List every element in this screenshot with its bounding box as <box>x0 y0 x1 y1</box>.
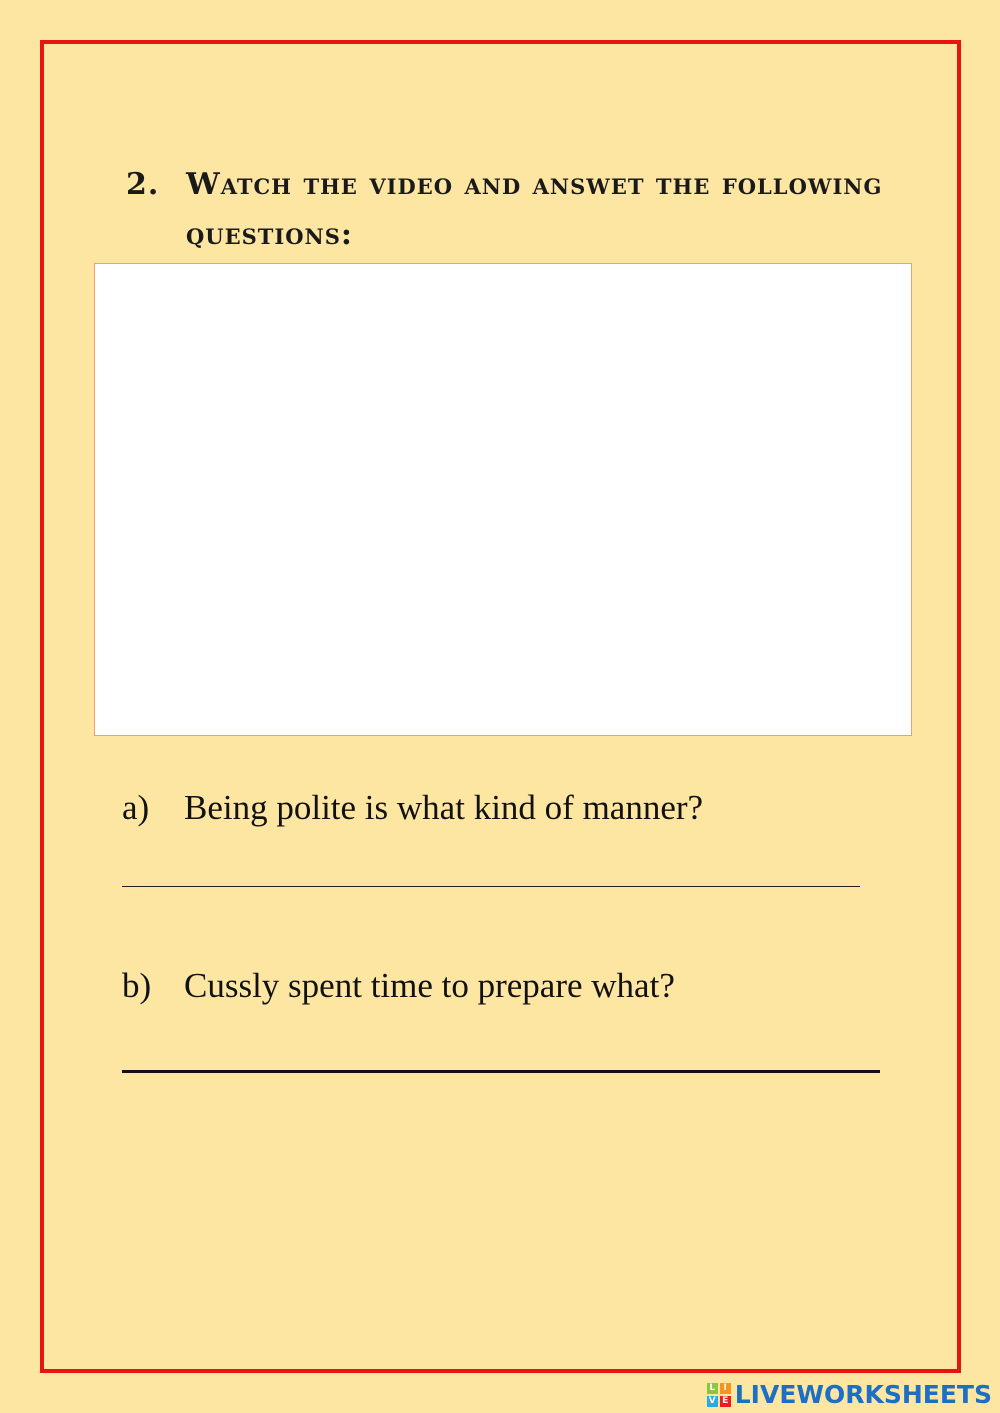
logo-letter-e: E <box>720 1396 731 1407</box>
logo-letter-i: I <box>720 1383 731 1394</box>
section-heading <box>126 160 886 260</box>
answer-field-b[interactable] <box>122 1070 880 1073</box>
liveworksheets-logo-icon <box>707 1383 731 1407</box>
logo-letter-l: L <box>707 1383 718 1394</box>
liveworksheets-brand <box>707 1380 992 1409</box>
heading-number: 2. <box>126 167 160 202</box>
video-embed[interactable] <box>94 263 912 736</box>
brand-name: LIVEWORKSHEETS <box>734 1380 992 1409</box>
answer-field-a[interactable] <box>122 886 860 887</box>
question-b-label: b) <box>122 966 152 1005</box>
question-a-label: a) <box>122 788 150 827</box>
question-b <box>122 966 675 1006</box>
logo-letter-v: V <box>707 1396 718 1407</box>
heading-text: Watch the video and answet the following questions: <box>186 167 883 252</box>
question-a-text: Being polite is what kind of manner? <box>184 788 704 827</box>
question-a <box>122 788 703 828</box>
question-b-text: Cussly spent time to prepare what? <box>184 966 675 1005</box>
